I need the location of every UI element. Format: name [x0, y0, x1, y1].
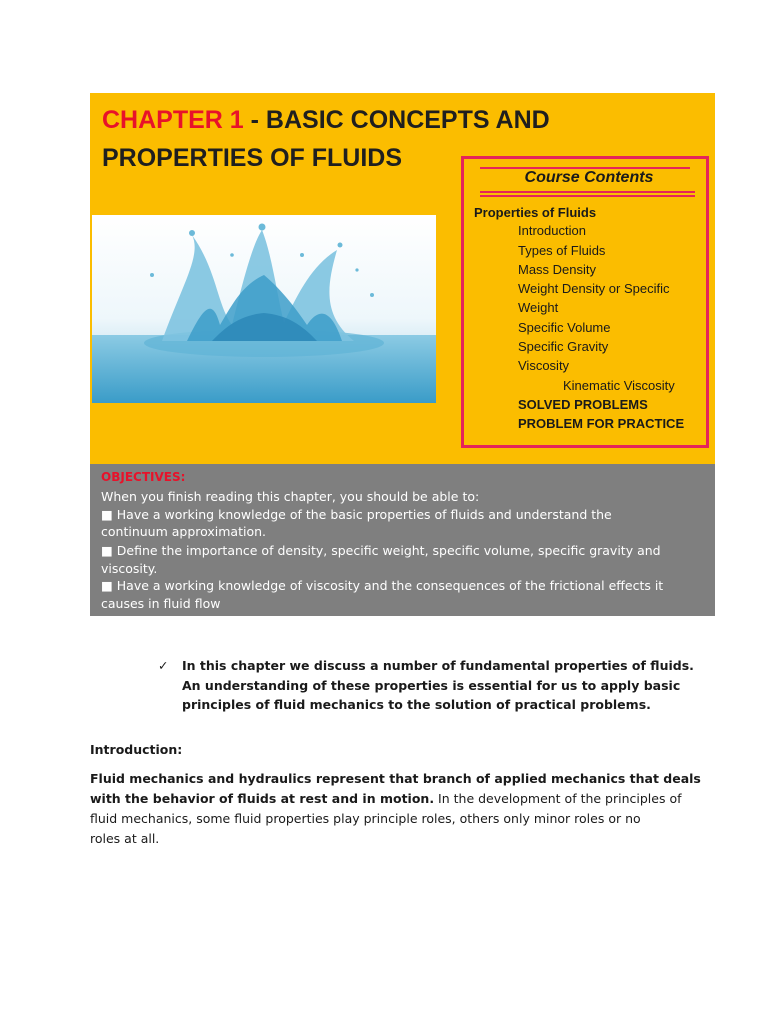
introduction-line: fluid mechanics, some fluid properties play principle roles, others only minor roles or no: [90, 811, 641, 826]
chapter-title-line1: - BASIC CONCEPTS AND: [243, 106, 550, 134]
objective-line: causes in fluid flow: [101, 596, 221, 611]
course-bold-item: PROBLEM FOR PRACTICE: [518, 416, 685, 431]
introduction-line: Fluid mechanics and hydraulics represent that branch of applied mechanics that deals: [90, 771, 701, 786]
objective-line: ■ Define the importance of density, specific weight, specific volume, specific gravity and: [101, 543, 661, 558]
course-bold-item: SOLVED PROBLEMS: [518, 397, 648, 412]
course-contents-box: [461, 156, 709, 448]
course-item: Introduction: [518, 223, 586, 238]
summary-line: principles of fluid mechanics to the solution of practical problems.: [182, 697, 651, 712]
introduction-line: roles at all.: [90, 831, 160, 846]
course-heading: Properties of Fluids: [474, 205, 597, 220]
water-splash-image: [92, 215, 436, 403]
summary-line: An understanding of these properties is essential for us to apply basic: [182, 678, 681, 693]
course-item: Viscosity: [518, 358, 570, 373]
objective-line: When you finish reading this chapter, you should be able to:: [101, 489, 480, 504]
summary-line: In this chapter we discuss a number of fundamental properties of fluids.: [182, 658, 694, 673]
chapter-number: CHAPTER 1: [102, 106, 244, 134]
objective-line: continuum approximation.: [101, 524, 267, 539]
objectives-box: [90, 464, 715, 616]
objective-line: ■ Have a working knowledge of the basic properties of fluids and understand the: [101, 507, 612, 522]
course-item: Specific Gravity: [518, 339, 609, 354]
course-contents-title: Course Contents: [524, 169, 654, 186]
title-underline: [480, 191, 695, 193]
checkmark-icon: ✓: [158, 658, 169, 673]
introduction-line: [90, 791, 682, 806]
course-item: Weight Density or Specific: [518, 281, 670, 296]
introduction-text: In the development of the principles of: [434, 791, 682, 806]
objective-line: viscosity.: [101, 561, 158, 576]
introduction-heading: Introduction:: [90, 742, 183, 757]
title-underline-2: [480, 195, 695, 197]
chapter-header: [90, 93, 715, 464]
objectives-title: OBJECTIVES:: [101, 470, 186, 484]
top-divider: [480, 167, 690, 169]
chapter-title-line2: PROPERTIES OF FLUIDS: [102, 144, 403, 172]
introduction-bold-text: with the behavior of fluids at rest and in motion.: [90, 791, 435, 806]
course-item: Weight: [518, 300, 559, 315]
course-item: Types of Fluids: [518, 243, 606, 258]
course-item: Specific Volume: [518, 320, 611, 335]
objective-line: ■ Have a working knowledge of viscosity and the consequences of the frictional effects it: [101, 578, 664, 593]
course-item: Mass Density: [518, 262, 597, 277]
course-subitem: Kinematic Viscosity: [563, 378, 675, 393]
